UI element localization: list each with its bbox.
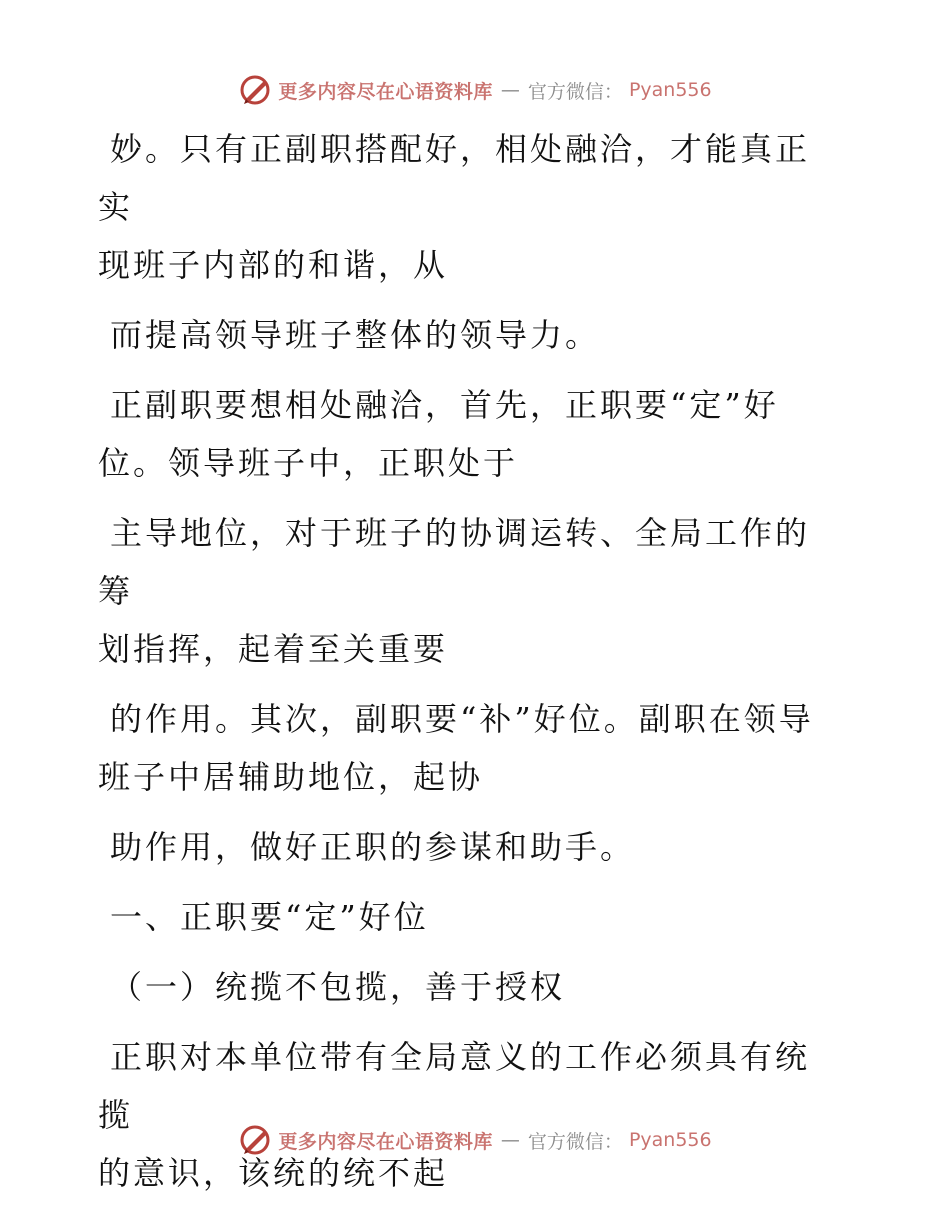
paragraph: 助作用，做好正职的参谋和助手。 xyxy=(110,828,636,866)
subsection-heading: （一）统揽不包揽，善于授权 xyxy=(110,968,566,1006)
banner-wechat-id: Pyan556 xyxy=(628,79,712,101)
pen-logo-icon xyxy=(238,1123,272,1157)
banner-title: 更多内容尽在心语资料库 xyxy=(278,1130,493,1153)
section-heading: 一、正职要“定”好位 xyxy=(110,898,429,936)
banner-wechat-id: Pyan556 xyxy=(628,1129,712,1151)
paragraph: 妙。只有正副职搭配好，相处融洽，才能真正实 现班子内部的和谐，从 xyxy=(98,130,811,284)
header-banner xyxy=(0,70,950,110)
banner-dash: — xyxy=(500,1129,520,1151)
document-body xyxy=(98,120,838,1214)
paragraph: 而提高领导班子整体的领导力。 xyxy=(110,316,601,354)
banner-subtitle: 官方微信： xyxy=(527,80,623,103)
paragraph: 正职对本单位带有全局意义的工作必须具有统揽 的意识，该统的统不起 xyxy=(98,1038,811,1192)
banner-title: 更多内容尽在心语资料库 xyxy=(278,80,493,103)
paragraph: 的作用。其次，副职要“补”好位。副职在领导 班子中居辅助地位，起协 xyxy=(98,700,814,796)
banner-subtitle: 官方微信： xyxy=(527,1130,623,1153)
footer-banner xyxy=(0,1120,950,1160)
banner-dash: — xyxy=(500,79,520,101)
pen-logo-icon xyxy=(238,73,272,107)
paragraph: 正副职要想相处融洽，首先，正职要“定”好 位。领导班子中，正职处于 xyxy=(98,386,779,482)
paragraph: 主导地位，对于班子的协调运转、全局工作的筹 划指挥，起着至关重要 xyxy=(98,514,811,668)
